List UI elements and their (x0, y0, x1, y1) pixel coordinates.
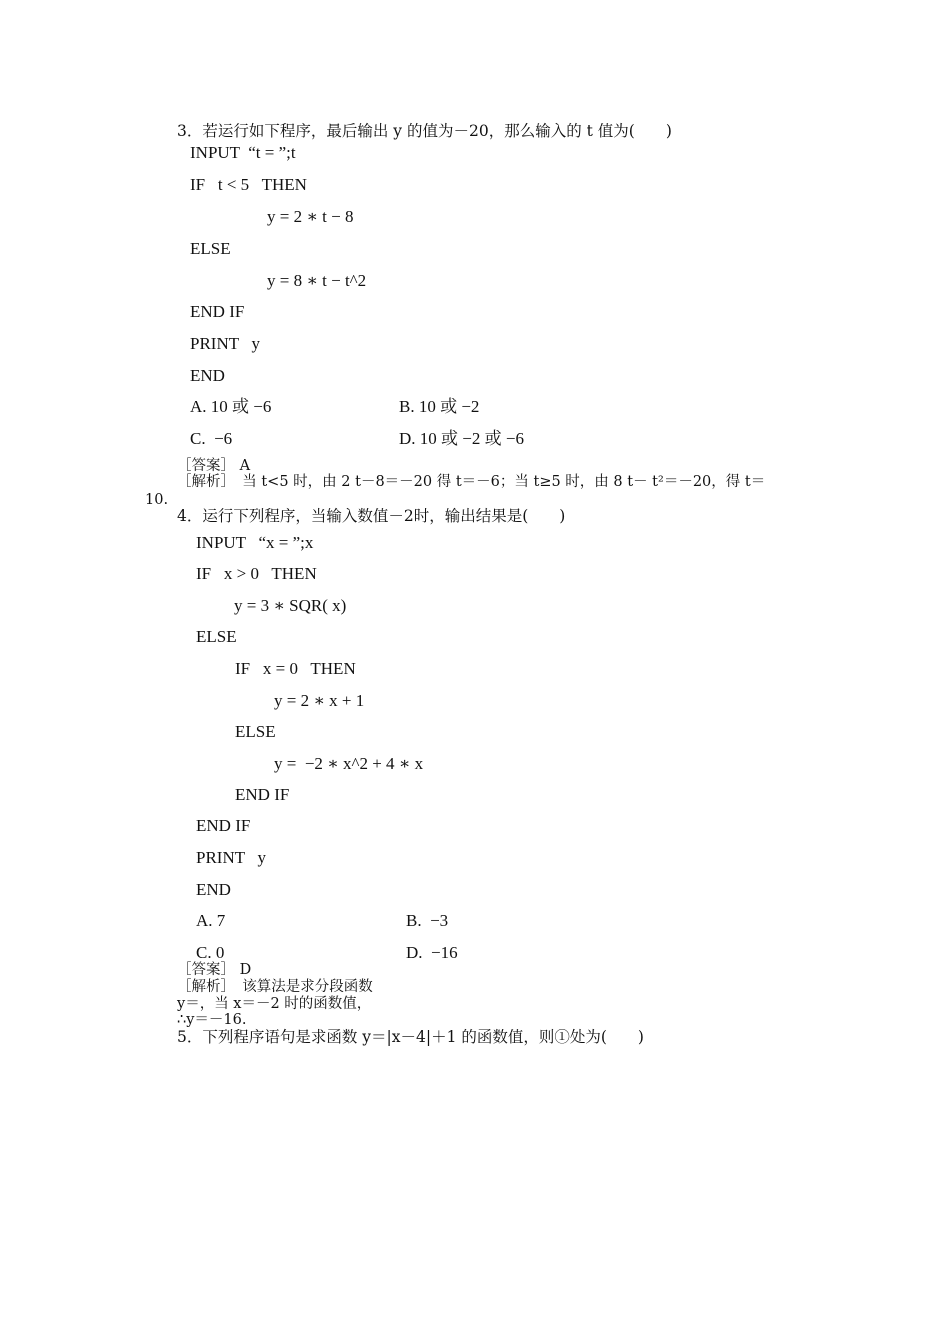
q4-code-line-10: END IF (196, 816, 251, 835)
q3-code-line-8: END (190, 366, 225, 385)
q3-code-line-7: PRINT y (190, 334, 261, 353)
q4-code-line-5: IF x = 0 THEN (235, 659, 356, 678)
q4-code-line-4: ELSE (196, 627, 237, 646)
q4-option-d: D. −16 (406, 943, 458, 962)
q3-option-d: D. 10 或 −2 或 −6 (399, 429, 524, 448)
q4-code-line-8: y = −2 ∗ x^2 + 4 ∗ x (274, 754, 424, 773)
q4-code-line-11: PRINT y (196, 848, 267, 867)
q4-code-line-2: IF x > 0 THEN (196, 564, 317, 583)
q5-stem: 5．下列程序语句是求函数 y＝|x－4|＋1 的函数值，则①处为( ) (177, 1028, 644, 1046)
q4-option-b: B. −3 (406, 911, 449, 930)
q3-analysis-line-2: 10. (145, 492, 169, 508)
q4-code-line-1: INPUT “x = ”;x (196, 533, 314, 552)
q4-code-line-12: END (196, 880, 231, 899)
q3-code-line-6: END IF (190, 302, 245, 321)
q3-option-b: B. 10 或 −2 (399, 397, 480, 416)
q3-stem: 3．若运行如下程序，最后输出 y 的值为－20，那么输入的 t 值为( ) (177, 122, 672, 140)
q4-stem: 4．运行下列程序，当输入数值－2时，输出结果是( ) (177, 507, 566, 525)
q4-code-line-9: END IF (235, 785, 290, 804)
q4-option-c: C. 0 (196, 943, 225, 962)
q3-answer: ［答案］ A (177, 458, 251, 474)
q3-code-line-3: y = 2 ∗ t − 8 (267, 207, 354, 226)
q4-code-line-7: ELSE (235, 722, 276, 741)
q4-analysis-line-1: ［解析］ 该算法是求分段函数 (177, 979, 373, 995)
q3-code-line-5: y = 8 ∗ t − t^2 (267, 271, 367, 290)
q4-code-line-6: y = 2 ∗ x + 1 (274, 691, 365, 710)
q3-option-a: A. 10 或 −6 (190, 397, 272, 416)
q4-analysis-line-2: y＝，当 x＝－2 时的函数值， (177, 996, 372, 1012)
q3-analysis-line-1: ［解析］ 当 t<5 时，由 2 t－8＝－20 得 t＝－6；当 t≥5 时，由 8 t－ t²＝－20，得 t＝ (177, 474, 766, 490)
q3-option-c: C. −6 (190, 429, 233, 448)
q4-option-a: A. 7 (196, 911, 226, 930)
q4-analysis-line-3: ∴y＝－16. (177, 1012, 247, 1028)
q4-code-line-3: y = 3 ∗ SQR( x) (234, 596, 347, 615)
q3-code-line-2: IF t < 5 THEN (190, 175, 307, 194)
q3-code-line-1: INPUT “t = ”;t (190, 143, 296, 162)
q4-answer: ［答案］ D (177, 962, 252, 978)
q3-code-line-4: ELSE (190, 239, 231, 258)
